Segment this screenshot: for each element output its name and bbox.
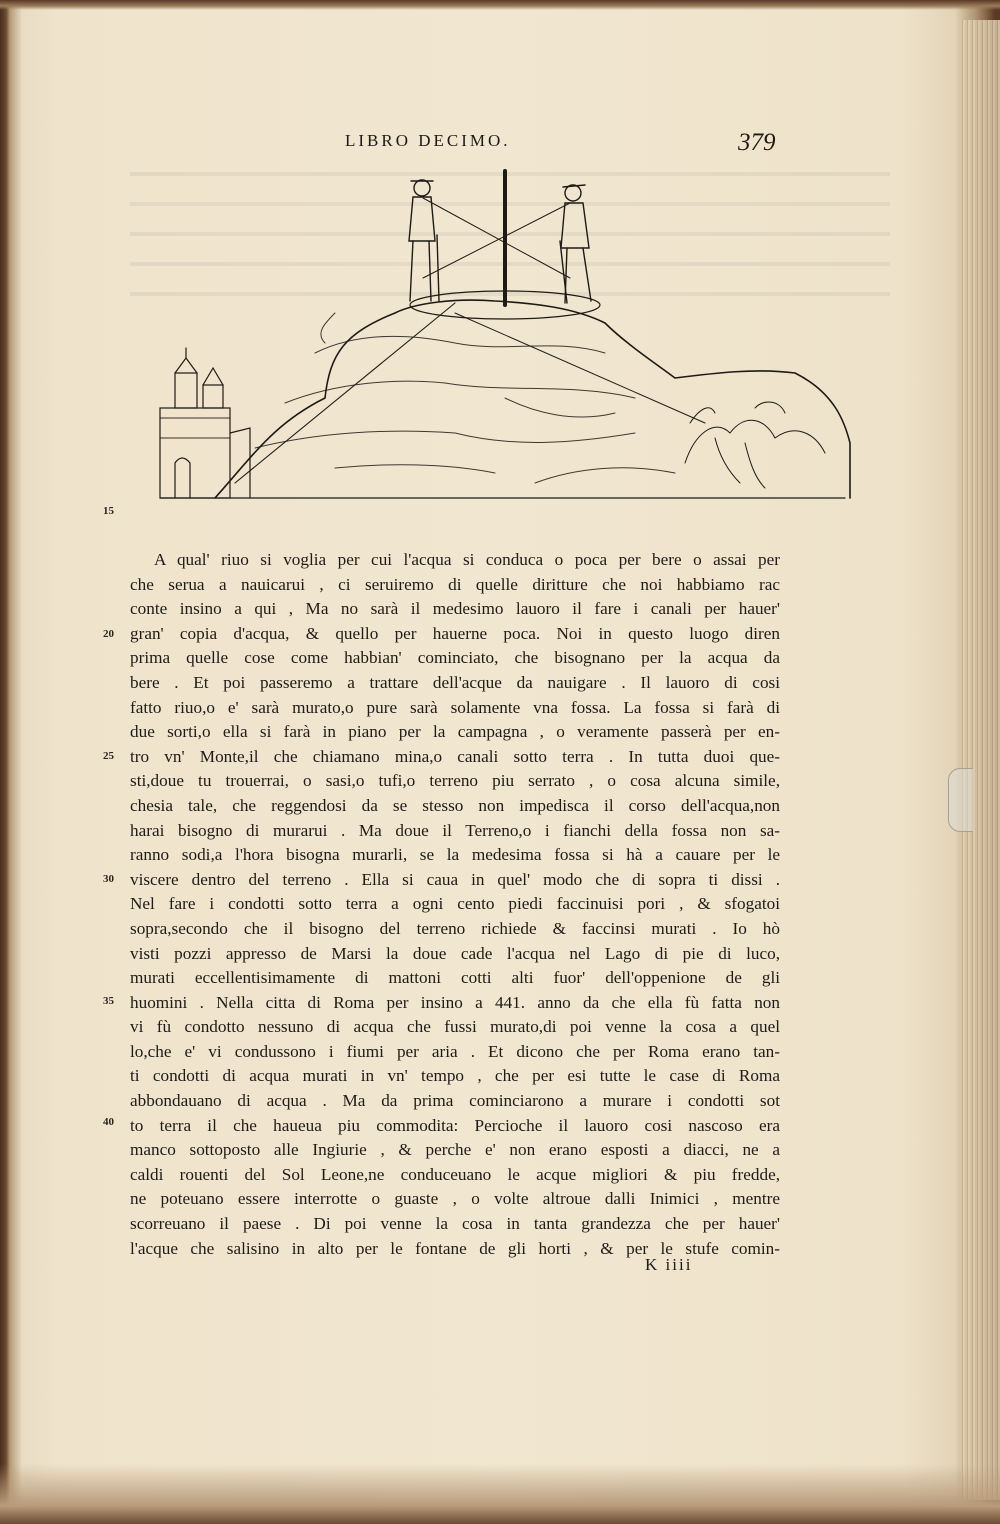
text-line: visti pozzi appresso de Marsi la doue cade l'acqua nel Lago di pie di luco, (130, 943, 780, 963)
text-line: ne poteuano essere interrotte o guaste , o volte altroue dalli Inimici , mentre (130, 1189, 780, 1209)
text-line: ti condotti di acqua murati in vn' tempo , che per esi tutte le case di Roma (130, 1066, 780, 1086)
bookmark-tab (948, 768, 973, 832)
text-line: to terra il che haueua piu commodita: Percioche il lauoro cosi nascoso era (130, 1115, 780, 1135)
book-top-edge (0, 0, 1000, 10)
signature-mark: K iiii (645, 1255, 693, 1274)
text-line: l'acque che salisino in alto per le fontane de gli horti , & per le stufe comin- (130, 1238, 780, 1258)
text-line: lo,che e' vi condussono i fiumi per aria . Et dicono che per Roma erano tan- (130, 1041, 780, 1061)
surveyor-right (560, 185, 591, 303)
text-line: scorreuano il paese . Di poi venne la cosa in tanta grandezza che per hauer' (130, 1214, 780, 1234)
text-line: sopra,secondo che il bisogno del terreno richiede & faccinsi murati . Io hò (130, 918, 780, 938)
text-line: ranno sodi,a l'hora bisogna murarli, se la medesima fossa si hà a cauare per le (130, 845, 780, 865)
margin-line-number: 40 (103, 1116, 114, 1128)
text-line: prima quelle cose come habbian' cominciato, che bisognano per la acqua da (130, 648, 780, 668)
text-line: manco sottoposto alle Ingiurie , & perche e' non erano esposti a diacci, ne a (130, 1140, 780, 1160)
margin-line-number: 25 (103, 750, 114, 762)
spring-rocks (685, 402, 825, 488)
page-number: 379 (738, 129, 776, 156)
text-line: harai bisogno di murarui . Ma doue il Terreno,o i fianchi della fossa non sa- (130, 820, 780, 840)
text-line: chesia tale, che reggendosi da se stesso non impedisca il corso dell'acqua,non (130, 795, 780, 815)
text-line: A qual' riuo si voglia per cui l'acqua si conduca o poca per bere o assai per (154, 550, 780, 569)
text-line: abbondauano di acqua . Ma da prima cominciarono a murare i condotti sot (130, 1091, 780, 1111)
text-line: conte insino a qui , Ma no sarà il medesimo lauoro il fare i canali per hauer' (130, 599, 780, 619)
text-line: due sorti,o ella si farà in piano per la campagna , o veramente passerà per en- (130, 722, 780, 742)
text-line: murati eccellentisimamente di mattoni cotti alti fuor' dell'oppenione de gli (130, 968, 780, 988)
running-head: LIBRO DECIMO. (345, 131, 511, 150)
page-fore-edge (960, 20, 1000, 1500)
text-line: caldi rouenti del Sol Leone,ne conduceuano le acque migliori & piu fredde, (130, 1164, 780, 1184)
text-line: sti,doue tu trouerrai, o sasi,o tufi,o terreno piu serrato , o cosa alcuna simile, (130, 771, 780, 791)
text-line: tro vn' Monte,il che chiamano mina,o canali sotto terra . In tutta duoi que- (130, 746, 780, 766)
text-line: gran' copia d'acqua, & quello per hauerne poca. Noi in questo luogo diren (130, 623, 780, 643)
text-line: bere . Et poi passeremo a trattare dell'acque da nauigare . Il lauoro di cosi (130, 672, 780, 692)
text-line: vi fù condotto nessuno di acqua che fussi murato,di poi venne la cosa a quel (130, 1017, 780, 1037)
body-text (130, 548, 780, 1261)
text-line: che serua a nauicarui , ci seruiremo di quelle diritture che noi habbiamo rac (130, 574, 780, 594)
book-bottom-edge (0, 1464, 1000, 1524)
text-line: huomini . Nella citta di Roma per insino a 441. anno da che ella fù fatta non (130, 992, 780, 1012)
margin-line-number: 35 (103, 995, 114, 1007)
text-line: viscere dentro del terreno . Ella si caua in quel' modo che di sopra ti dissi . (130, 869, 780, 889)
margin-line-number: 30 (103, 873, 114, 885)
text-line: Nel fare i condotti sotto terra a ogni cento piedi faccinuisi pori , & sfogatoi (130, 894, 780, 914)
margin-line-number: 20 (103, 628, 114, 640)
margin-line-number: 15 (103, 505, 114, 517)
text-line: fatto riuo,o e' sarà murato,o pure sarà solamente vna fossa. La fossa si farà di (130, 697, 780, 717)
castle (160, 348, 250, 498)
woodcut-illustration (155, 163, 855, 503)
